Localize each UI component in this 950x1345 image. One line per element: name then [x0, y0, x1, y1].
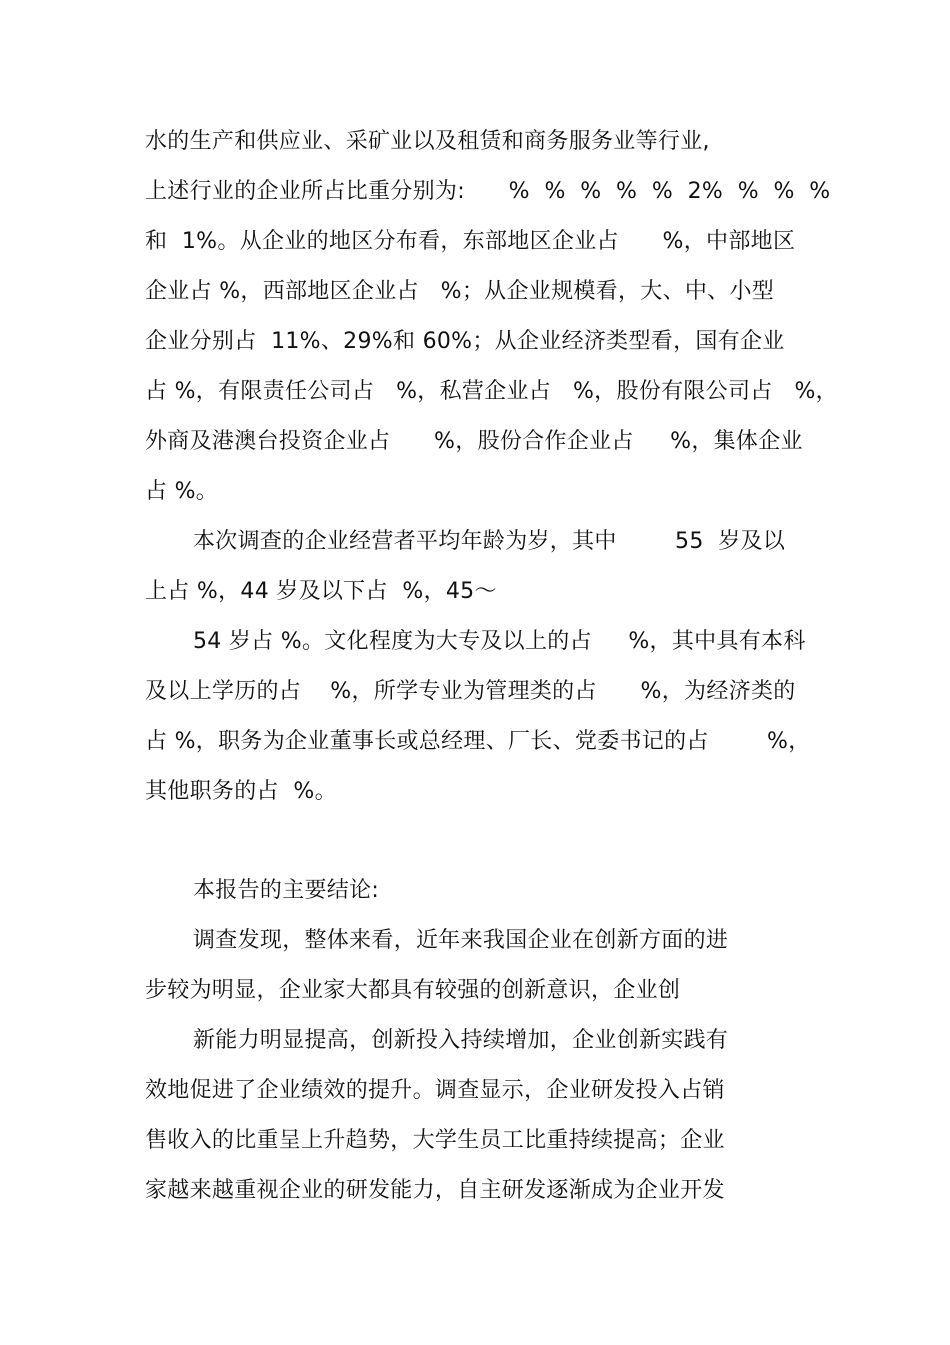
text-line: 外商及港澳台投资企业占 %，股份合作企业占 %，集体企业 [145, 429, 803, 454]
text-line: 企业占 %，西部地区企业占 %；从企业规模看，大、中、小型 [145, 279, 775, 304]
text-line: 及以上学历的占 %，所学专业为管理类的占 %，为经济类的 [145, 679, 796, 704]
text-line: 其他职务的占 %。 [145, 779, 337, 804]
text-line: 调查发现，整体来看，近年来我国企业在创新方面的进 [193, 928, 729, 953]
text-line: 上占 %，44 岁及以下占 %，45～ [145, 579, 497, 604]
section-heading: 本报告的主要结论: [193, 878, 380, 903]
text-line: 上述行业的企业所占比重分别为: % % % % % 2% % % % [145, 179, 831, 204]
text-line: 和 1%。从企业的地区分布看，东部地区企业占 %，中部地区 [145, 229, 796, 254]
text-line: 水的生产和供应业、采矿业以及租赁和商务服务业等行业, [145, 129, 710, 154]
text-line: 54 岁占 %。文化程度为大专及以上的占 %，其中具有本科 [193, 629, 806, 654]
text-line: 效地促进了企业绩效的提升。调查显示，企业研发投入占销 [145, 1078, 725, 1103]
text-line: 新能力明显提高，创新投入持续增加，企业创新实践有 [193, 1028, 729, 1053]
text-line: 家越来越重视企业的研发能力，自主研发逐渐成为企业开发 [145, 1178, 725, 1203]
text-line: 企业分别占 11%、29%和 60%；从企业经济类型看，国有企业 [145, 329, 785, 354]
text-line: 售收入的比重呈上升趋势，大学生员工比重持续提高；企业 [145, 1128, 725, 1153]
text-line: 占 %，职务为企业董事长或总经理、厂长、党委书记的占 %， [145, 729, 811, 754]
text-line: 占 %。 [145, 479, 219, 504]
text-line: 步较为明显，企业家大都具有较强的创新意识，企业创 [145, 978, 681, 1003]
text-line: 本次调查的企业经营者平均年龄为岁，其中 55 岁及以 [193, 529, 786, 554]
text-line: 占 %，有限责任公司占 %，私营企业占 %，股份有限公司占 %， [145, 379, 838, 404]
